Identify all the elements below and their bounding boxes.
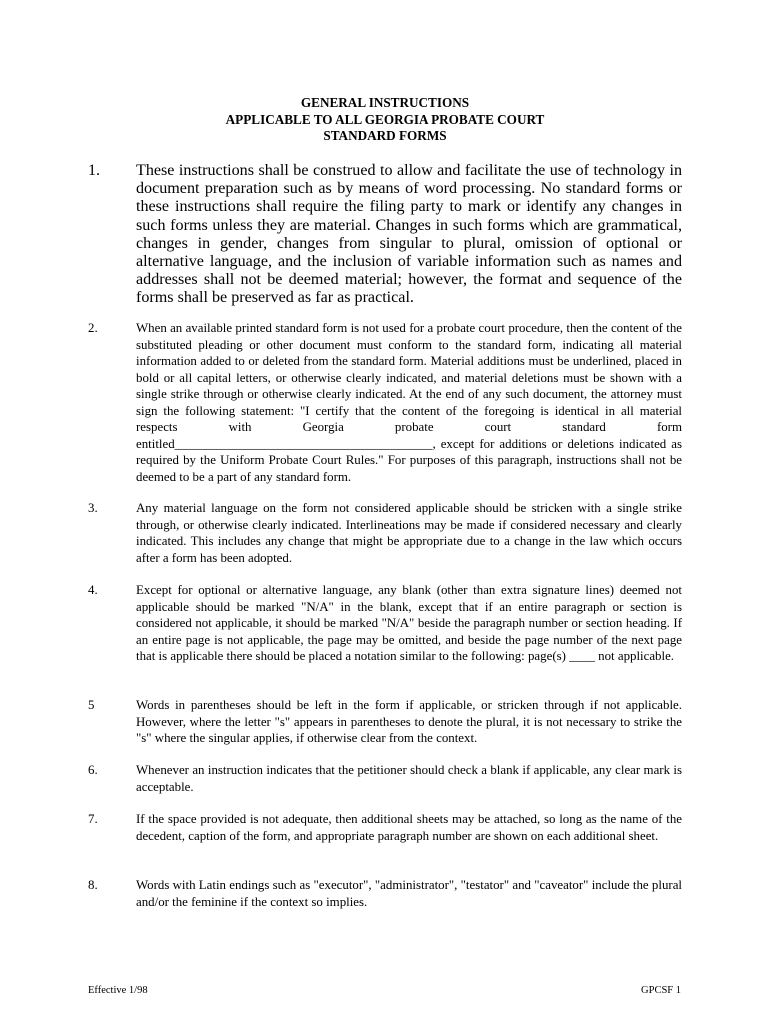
- instruction-text: Any material language on the form not considered applicable should be stricken with a single strike through, or otherwise clearly indicated. Interlineations may be made if considered necessary and clearly indicated. This includes any change that might be appropriate due to a change in the law which occurs after a form has been adopted.: [136, 501, 682, 565]
- instruction-number: 8.: [88, 878, 98, 892]
- title-line-3: STANDARD FORMS: [323, 128, 447, 143]
- instruction-item-7: [88, 811, 682, 844]
- instruction-number: 1.: [88, 162, 101, 179]
- instruction-number: 6.: [88, 763, 98, 777]
- instruction-number: 5: [88, 698, 95, 712]
- document-title: [0, 95, 770, 145]
- instruction-item-1: [88, 162, 682, 308]
- instruction-text: Whenever an instruction indicates that the petitioner should check a blank if applicable, any clear mark is acceptable.: [136, 763, 682, 794]
- footer-effective-date: Effective 1/98: [88, 985, 148, 996]
- instruction-text: These instructions shall be construed to allow and facilitate the use of technology in document preparation such as by means of word processing. No standard forms or these instructions shall require the filing party to mark or identify any changes in such forms unless they are material. Changes in such forms which are grammatical, changes in gender, changes from singular to plural, omission of optional or alternative language, and the inclusion of variable information such as names and addresses shall not be deemed material; however, the format and sequence of the forms shall be preserved as far as practical.: [136, 162, 682, 307]
- instruction-item-8: [88, 877, 682, 910]
- instruction-text: Words with Latin endings such as "executor", "administrator", "testator" and "caveator" include the plural and/or the feminine if the context so implies.: [136, 878, 682, 909]
- instruction-text: If the space provided is not adequate, then additional sheets may be attached, so long as the name of the decedent, caption of the form, and appropriate paragraph number are shown on each additional sheet.: [136, 812, 682, 843]
- title-line-2: APPLICABLE TO ALL GEORGIA PROBATE COURT: [225, 111, 545, 127]
- instruction-number: 4.: [88, 583, 98, 597]
- instruction-text: Words in parentheses should be left in the form if applicable, or stricken through if not applicable. However, where the letter "s" appears in parentheses to denote the plural, it is not necessary to strike the "s" where the singular applies, if otherwise clear from the context.: [136, 698, 682, 745]
- footer-form-code: GPCSF 1: [641, 985, 681, 996]
- instruction-number: 3.: [88, 501, 98, 515]
- instruction-text: Except for optional or alternative language, any blank (other than extra signature lines) deemed not applicable should be marked "N/A" in the blank, except that if an entire paragraph or section is considered not applicable, it should be marked "N/A" beside the paragraph number or section heading. If an entire page is not applicable, the page may be omitted, and beside the page number of the next page that is applicable there should be placed a notation similar to the following: page(s) ____ not applicable.: [136, 583, 682, 663]
- instruction-text: When an available printed standard form is not used for a probate court procedure, then the content of the substituted pleading or other document must conform to the standard form, indicating all material information added to or deleted from the standard form. Material additions must be underlined, placed in bold or all capital letters, or otherwise clearly indicated, and material deletions must be shown with a single strike through or otherwise clearly indicated. At the end of any such document, the attorney must sign the following statement: "I certify that the content of the foregoing is identical in all material respects with Georgia probate court standard form entitled________________________________________, except for additions or deletions indicated as required by the Uniform Probate Court Rules." For purposes of this paragraph, instructions shall not be deemed to be a part of any standard form.: [136, 321, 682, 484]
- instruction-item-5: [88, 697, 682, 747]
- instruction-item-2: [88, 320, 682, 485]
- instruction-item-6: [88, 762, 682, 795]
- instruction-number: 7.: [88, 812, 98, 826]
- instruction-item-4: [88, 582, 682, 665]
- instruction-number: 2.: [88, 321, 98, 335]
- instruction-item-3: [88, 500, 682, 566]
- title-line-1: GENERAL INSTRUCTIONS: [300, 95, 470, 110]
